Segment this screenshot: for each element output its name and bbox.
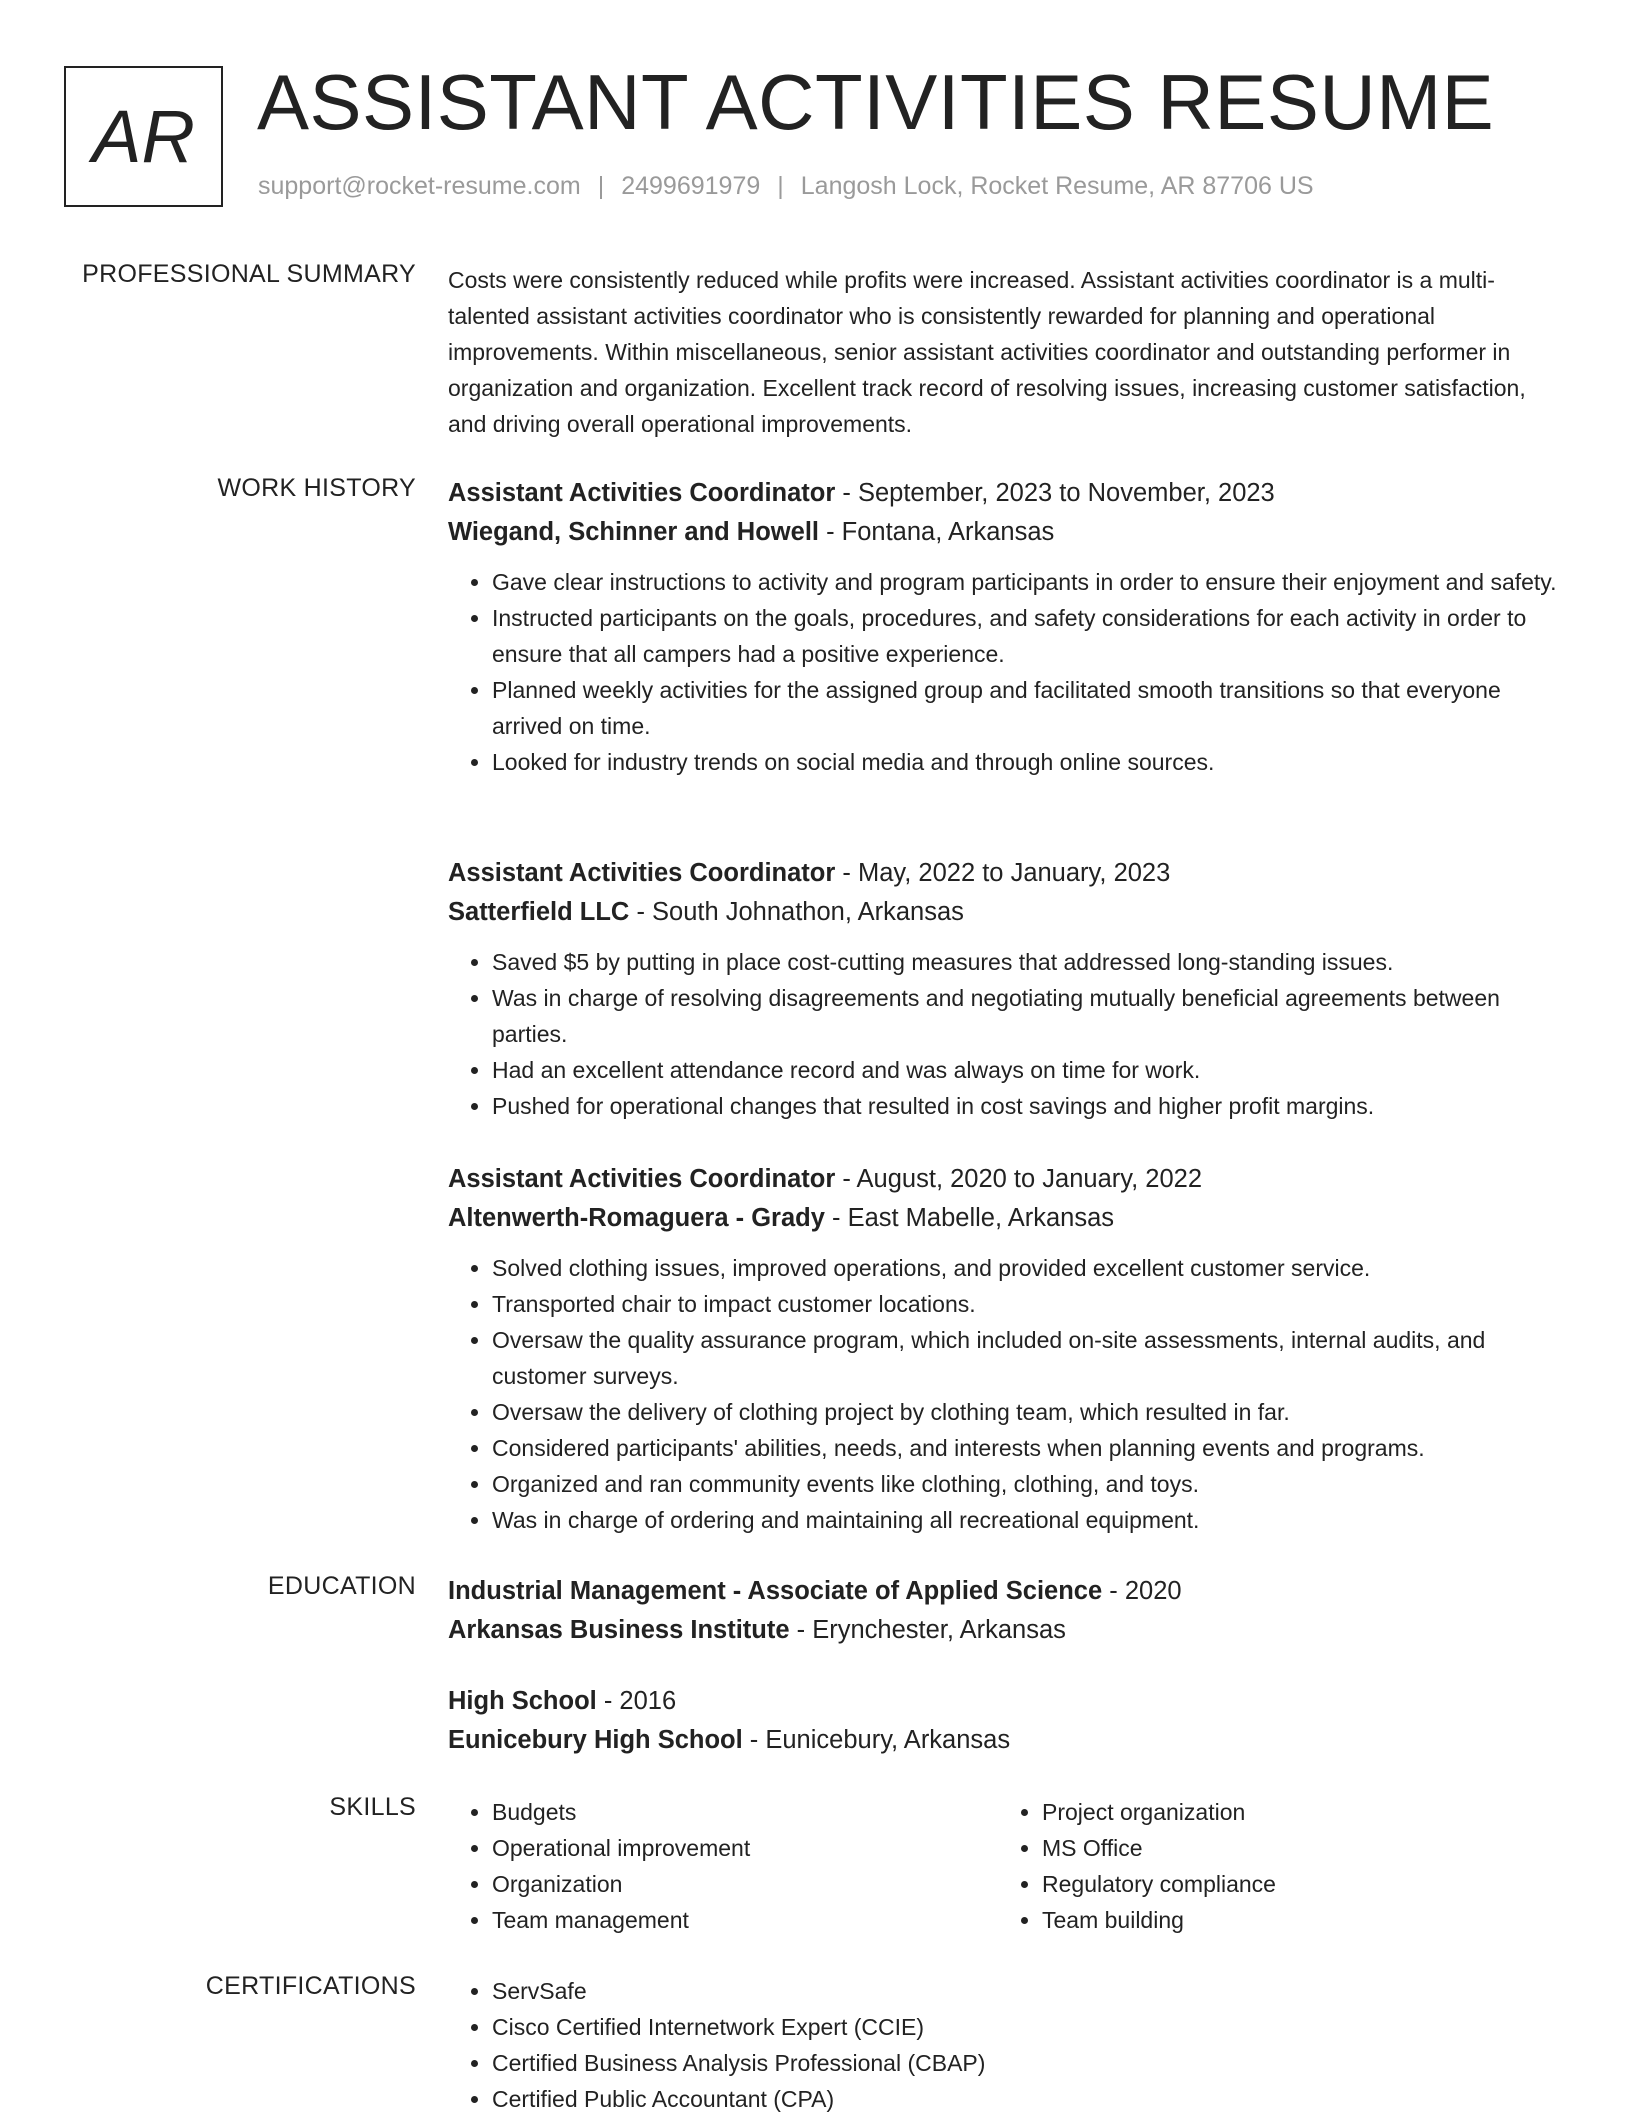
job-bullet: • Considered participants' abilities, needs, and interests when planning events and programs. (492, 1430, 1566, 1466)
job-bullet: • Was in charge of ordering and maintaining all recreational equipment. (492, 1502, 1566, 1538)
certifications-body (448, 1973, 1566, 2117)
job-company-line (448, 893, 1566, 932)
job-bullet: • Oversaw the delivery of clothing project by clothing team, which resulted in far. (492, 1394, 1566, 1430)
skill-item: • Regulatory compliance (1042, 1866, 1562, 1902)
job-dates: - August, 2020 to January, 2022 (835, 1165, 1202, 1193)
education-degree-line (448, 1682, 1566, 1721)
contact-separator: | (597, 172, 605, 200)
contact-separator: | (777, 172, 784, 200)
certifications-list (448, 1973, 1566, 2117)
job-dates: - September, 2023 to November, 2023 (835, 479, 1275, 507)
job-bullet: • Was in charge of resolving disagreements and negotiating mutually beneficial agreements between parties. (492, 980, 1566, 1052)
job-title-line (448, 854, 1566, 893)
job-title: Assistant Activities Coordinator (448, 859, 836, 887)
job-title: Assistant Activities Coordinator (448, 479, 836, 507)
job-bullet: • Had an excellent attendance record and was always on time for work. (492, 1052, 1566, 1088)
education-year: - 2020 (1102, 1577, 1182, 1605)
job-dates: - May, 2022 to January, 2023 (835, 859, 1171, 887)
certification-item: • Certified Business Analysis Professional (CBAP) (492, 2045, 1566, 2081)
job-title: Assistant Activities Coordinator (448, 1165, 836, 1193)
education-school-line (448, 1611, 1566, 1650)
education-degree: High School (448, 1687, 597, 1715)
job-title-line (448, 474, 1566, 513)
contact-line (258, 172, 1314, 201)
skills-list-right (998, 1794, 1562, 1938)
skills-heading: SKILLS (329, 1793, 416, 1821)
job-bullet: • Saved $5 by putting in place cost-cutting measures that addressed long-standing issues. (492, 944, 1566, 980)
job-company-line (448, 513, 1566, 552)
skill-item: • Team management (492, 1902, 1012, 1938)
education-heading: EDUCATION (267, 1572, 416, 1600)
skill-item: • Budgets (492, 1794, 1012, 1830)
work-history-heading: WORK HISTORY (217, 474, 416, 502)
job-bullet: • Organized and ran community events like clothing, clothing, and toys. (492, 1466, 1566, 1502)
job-company-line (448, 1199, 1566, 1238)
job-company: Satterfield LLC (448, 898, 630, 926)
skill-item: • MS Office (1042, 1830, 1562, 1866)
education-year: - 2016 (596, 1687, 677, 1715)
certifications-heading: CERTIFICATIONS (205, 1972, 416, 2000)
education-entry (448, 1572, 1566, 1650)
skills-list-left (448, 1794, 1012, 1938)
job-bullet: • Oversaw the quality assurance program, which included on-site assessments, internal audits, and customer surveys. (492, 1322, 1566, 1394)
job-entry (448, 854, 1566, 1124)
monogram-badge: AR (64, 66, 223, 207)
job-company: Wiegand, Schinner and Howell (448, 518, 819, 546)
job-location: - East Mabelle, Arkansas (824, 1204, 1115, 1232)
certification-item: • Cisco Certified Internetwork Expert (CCIE) (492, 2009, 1566, 2045)
contact-phone[interactable]: 2499691979 (621, 172, 761, 200)
job-bullets (448, 564, 1566, 780)
job-bullet: • Solved clothing issues, improved operations, and provided excellent customer service. (492, 1250, 1566, 1286)
contact-email[interactable]: support@rocket-resume.com (258, 172, 581, 200)
education-degree: Industrial Management - Associate of Applied Science (448, 1577, 1103, 1605)
contact-address: Langosh Lock, Rocket Resume, AR 87706 US (800, 172, 1314, 200)
job-title-line (448, 1160, 1566, 1199)
education-location: - Eunicebury, Arkansas (742, 1726, 1011, 1754)
skill-item: • Organization (492, 1866, 1012, 1902)
job-bullets (448, 1250, 1566, 1538)
job-entry (448, 1160, 1566, 1538)
job-location: - South Johnathon, Arkansas (629, 898, 964, 926)
resume-title: ASSISTANT ACTIVITIES RESUME (257, 58, 1495, 146)
job-bullet: • Instructed participants on the goals, procedures, and safety considerations for each activity in order to ensure that all campers had a positive experience. (492, 600, 1566, 672)
education-school-line (448, 1721, 1566, 1760)
certification-item: • ServSafe (492, 1973, 1566, 2009)
job-bullet: • Looked for industry trends on social media and through online sources. (492, 744, 1566, 780)
job-bullet: • Planned weekly activities for the assigned group and facilitated smooth transitions so that everyone arrived on time. (492, 672, 1566, 744)
job-location: - Fontana, Arkansas (818, 518, 1055, 546)
education-degree-line (448, 1572, 1566, 1611)
job-bullets (448, 944, 1566, 1124)
education-school: Arkansas Business Institute (448, 1616, 790, 1644)
skill-item: • Project organization (1042, 1794, 1562, 1830)
job-bullet: • Transported chair to impact customer locations. (492, 1286, 1566, 1322)
education-location: - Erynchester, Arkansas (789, 1616, 1066, 1644)
summary-text: Costs were consistently reduced while profits were increased. Assistant activities coordinator is a multi-talented assistant activities coordinator who is consistently rewarded for planning and operational improvements. Within miscellaneous, senior assistant activities coordinator and outstanding performer in organization and organization. Excellent track record of resolving issues, increasing customer satisfaction, and driving overall operational improvements. (448, 267, 1526, 437)
education-entry (448, 1682, 1566, 1760)
certification-item: • Certified Public Accountant (CPA) (492, 2081, 1566, 2117)
skill-item: • Operational improvement (492, 1830, 1012, 1866)
job-bullet: • Gave clear instructions to activity and program participants in order to ensure their enjoyment and safety. (492, 564, 1566, 600)
summary-heading: PROFESSIONAL SUMMARY (82, 260, 416, 288)
skill-item: • Team building (1042, 1902, 1562, 1938)
job-company: Altenwerth-Romaguera - Grady (448, 1204, 825, 1232)
job-entry (448, 474, 1566, 780)
education-school: Eunicebury High School (448, 1726, 743, 1754)
job-bullet: • Pushed for operational changes that resulted in cost savings and higher profit margins. (492, 1088, 1566, 1124)
